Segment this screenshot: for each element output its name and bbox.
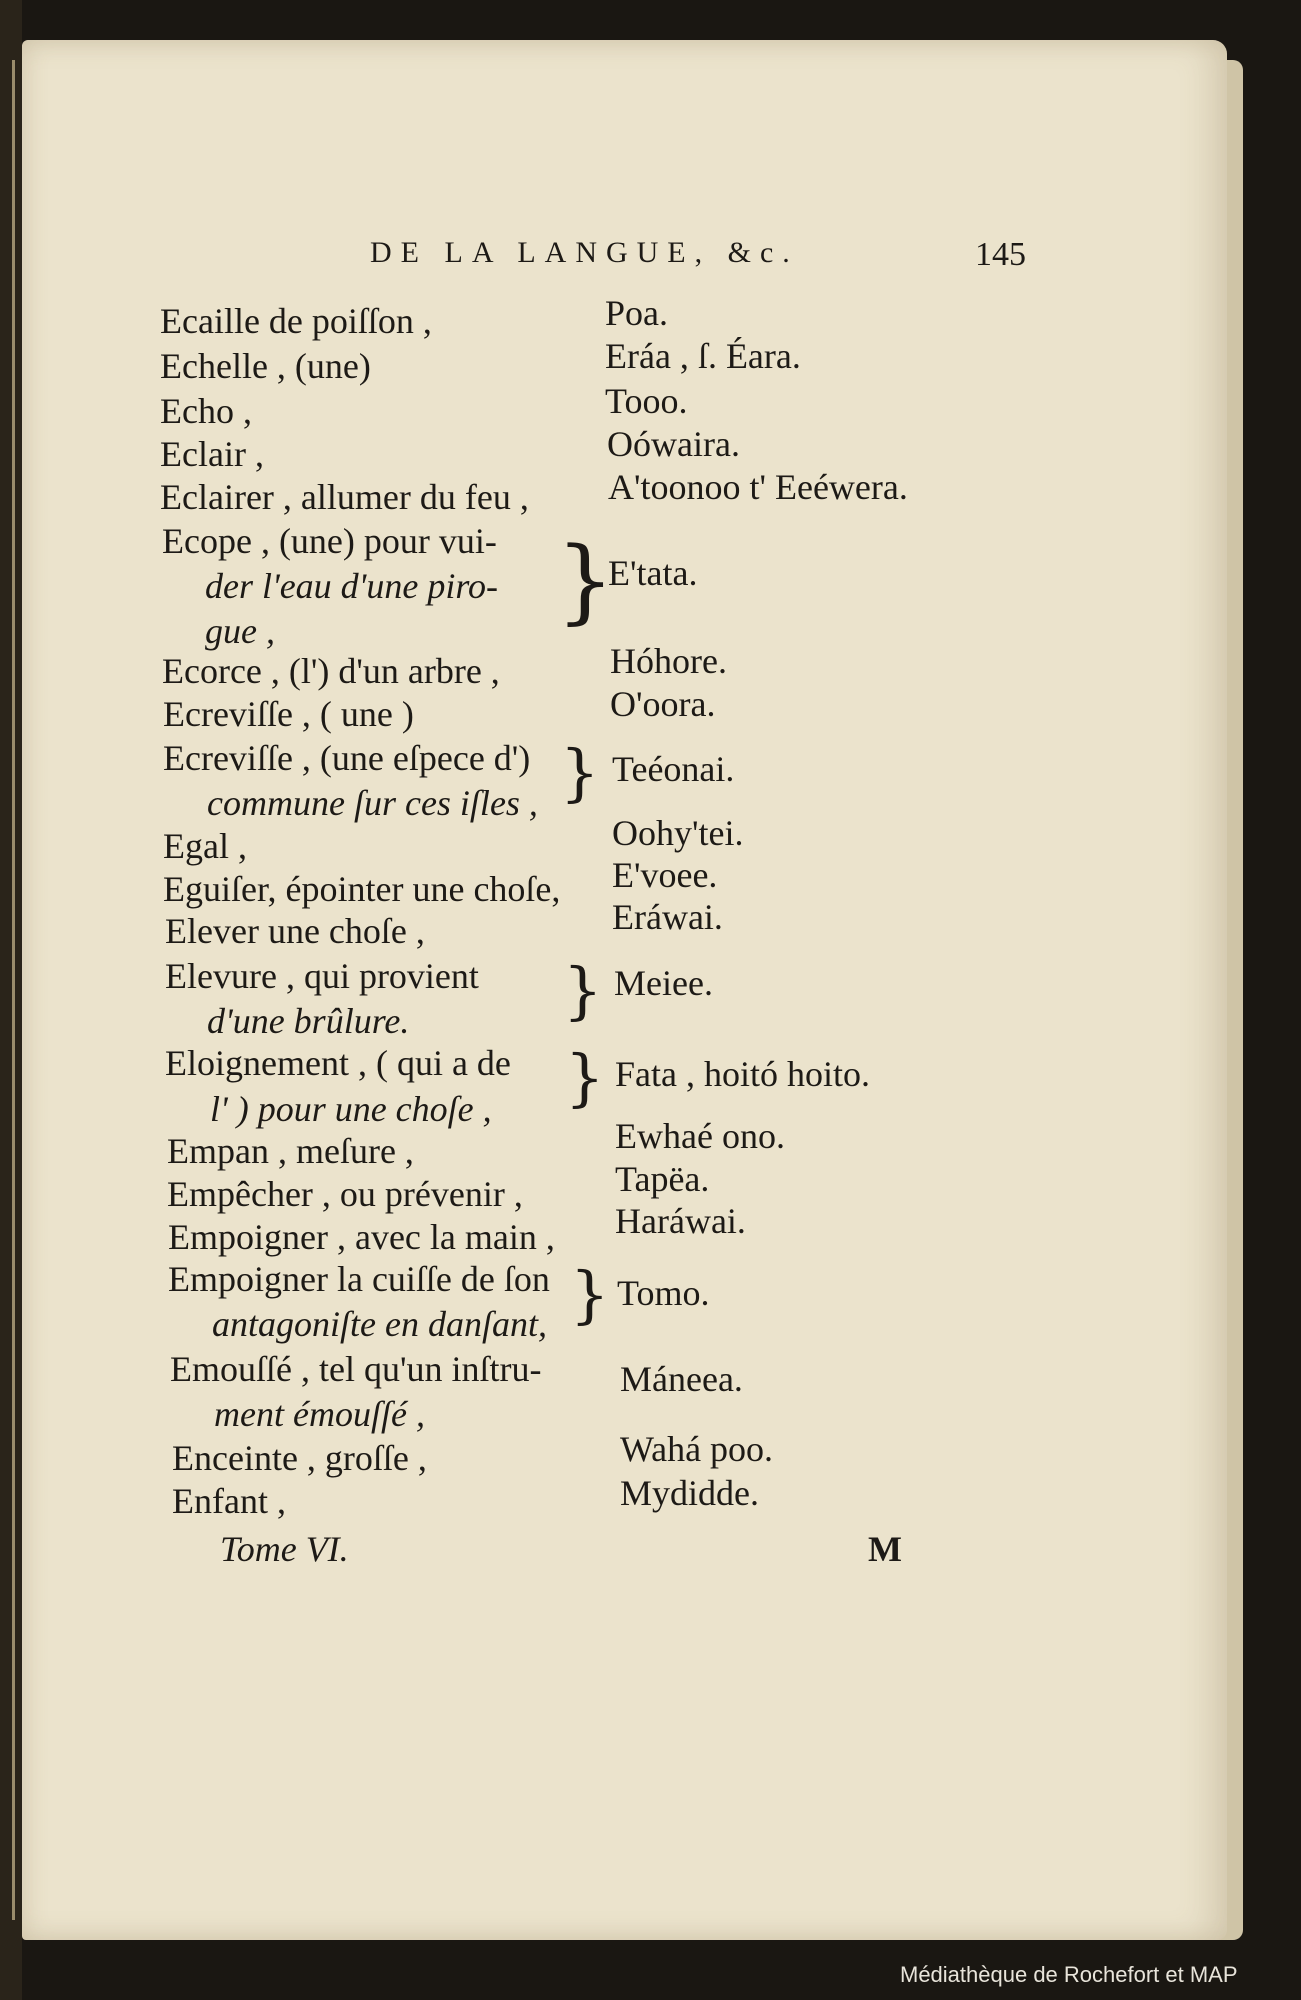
entry-french: Echelle , (une) xyxy=(160,346,371,386)
entry-french: Empêcher , ou prévenir , xyxy=(167,1174,523,1214)
entry-french: Empan , meſure , xyxy=(167,1131,414,1171)
entry-french: Empoigner la cuiſſe de ſon xyxy=(168,1259,550,1299)
entry-french: Elevure , qui provient xyxy=(165,956,479,996)
entry-french-cont: ment émouſſé , xyxy=(214,1394,425,1434)
entry-french-cont: d'une brûlure. xyxy=(207,1001,410,1041)
volume-label: Tome VI. xyxy=(220,1529,349,1569)
entry-tahitian: Teéonai. xyxy=(612,749,735,789)
entry-french-cont: gue , xyxy=(205,611,275,651)
entry-tahitian: O'oora. xyxy=(610,684,716,724)
entry-french: Eclairer , allumer du feu , xyxy=(160,477,529,517)
entry-french: Eloignement , ( qui a de xyxy=(165,1043,511,1083)
entry-tahitian: E'voee. xyxy=(612,855,718,895)
entry-french: Echo , xyxy=(160,391,252,431)
entry-french: Ecope , (une) pour vui- xyxy=(162,521,497,561)
gutter-edge xyxy=(12,60,15,1920)
entry-tahitian: Wahá poo. xyxy=(620,1429,774,1469)
entry-french: Emouſſé , tel qu'un inſtru- xyxy=(170,1349,542,1389)
entry-french: Egal , xyxy=(163,826,247,866)
entry-tahitian: Poa. xyxy=(605,293,668,333)
entry-tahitian: A'toonoo t' Eeéwera. xyxy=(608,467,908,507)
book-gutter xyxy=(0,0,22,2000)
entry-tahitian: Tomo. xyxy=(617,1273,710,1313)
entry-tahitian: Eráwai. xyxy=(612,897,723,937)
entry-tahitian: Eráa , ſ. Éara. xyxy=(605,336,801,376)
entry-tahitian: Oohy'tei. xyxy=(612,813,744,853)
entry-french: Enceinte , groſſe , xyxy=(172,1438,427,1478)
brace: } xyxy=(560,736,600,809)
brace: } xyxy=(563,954,603,1027)
entry-tahitian: Tapëa. xyxy=(615,1159,710,1199)
brace: } xyxy=(570,1258,610,1331)
entry-tahitian: Meiee. xyxy=(614,963,713,1003)
credit-watermark: Médiathèque de Rochefort et MAP xyxy=(900,1962,1238,1987)
entry-french: Enfant , xyxy=(172,1481,286,1521)
entry-tahitian: Máneea. xyxy=(620,1359,743,1399)
page-number: 145 xyxy=(975,236,1026,273)
entry-tahitian: E'tata. xyxy=(608,553,698,593)
entry-tahitian: Mydidde. xyxy=(620,1473,759,1513)
entry-french: Ecreviſſe , (une eſpece d') xyxy=(163,738,531,778)
entry-french: Empoigner , avec la main , xyxy=(168,1217,555,1257)
entry-french-cont: antagoniſte en danſant, xyxy=(212,1304,547,1344)
entry-french-cont: der l'eau d'une piro- xyxy=(205,566,499,606)
entry-french: Eguiſer, épointer une choſe, xyxy=(163,869,561,909)
entry-french: Ecorce , (l') d'un arbre , xyxy=(162,651,500,691)
running-header: DE LA LANGUE, &c. xyxy=(370,236,799,269)
entry-french: Ecreviſſe , ( une ) xyxy=(163,694,414,734)
entry-tahitian: Ewhaé ono. xyxy=(615,1116,785,1156)
entry-tahitian: Hóhore. xyxy=(610,641,727,681)
brace: } xyxy=(565,1041,605,1114)
entry-tahitian: Haráwai. xyxy=(615,1201,746,1241)
brace: } xyxy=(556,527,615,634)
entry-french: Elever une choſe , xyxy=(165,911,425,951)
entry-french-cont: l' ) pour une choſe , xyxy=(210,1089,492,1129)
entry-tahitian: Oówaira. xyxy=(607,424,740,464)
signature-mark: M xyxy=(868,1529,902,1569)
entry-tahitian: Tooo. xyxy=(605,381,688,421)
entry-french: Ecaille de poiſſon , xyxy=(160,301,432,341)
entry-french: Eclair , xyxy=(160,434,264,474)
entry-french-cont: commune ſur ces iſles , xyxy=(207,783,538,823)
entry-tahitian: Fata , hoitó hoito. xyxy=(615,1054,870,1094)
